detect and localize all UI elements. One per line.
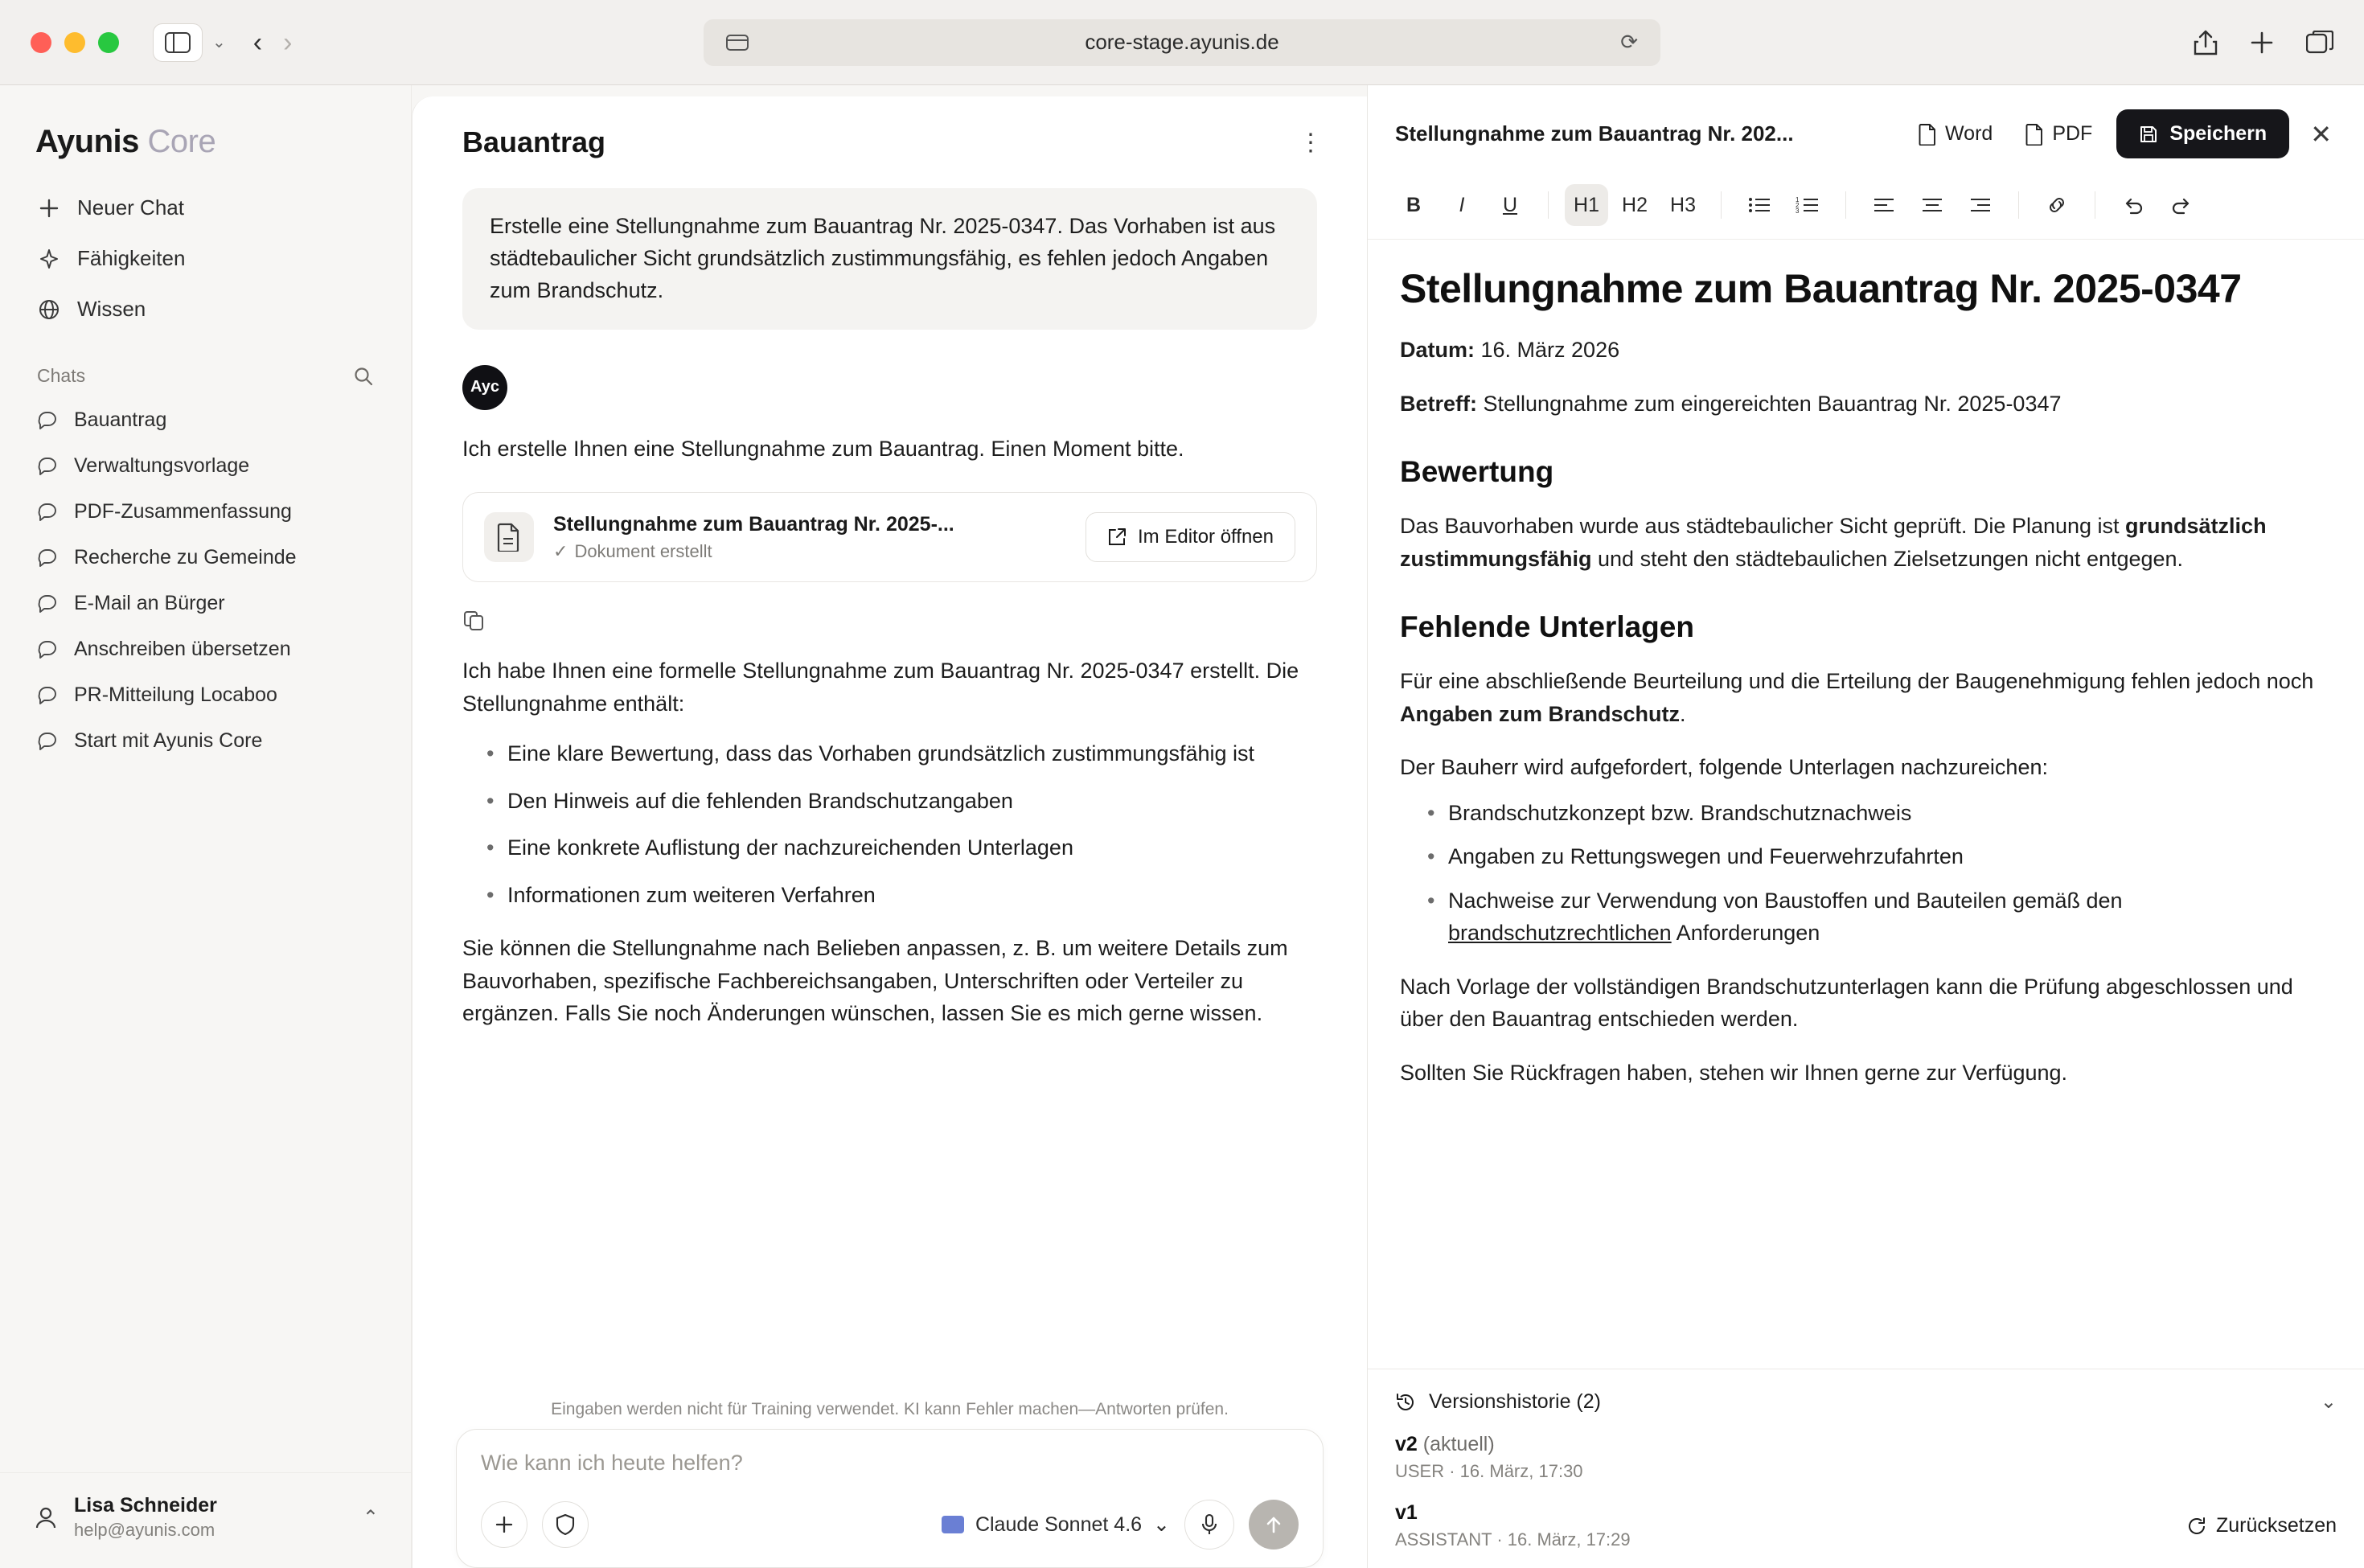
chat-bubble-icon	[37, 639, 58, 660]
ai-disclaimer: Eingaben werden nicht für Training verwendet. KI kann Fehler machen—Antworten prüfen.	[551, 1400, 1229, 1418]
model-selector[interactable]	[942, 1513, 1170, 1537]
message-composer[interactable]	[456, 1429, 1324, 1568]
plus-icon	[37, 197, 61, 220]
document-card[interactable]	[462, 492, 1317, 582]
sidebar-item-label: Fähigkeiten	[77, 246, 186, 270]
close-icon[interactable]: ✕	[2310, 119, 2332, 149]
bullet-list-button[interactable]	[1738, 184, 1781, 226]
chevron-down-icon[interactable]: ⌄	[212, 34, 226, 51]
assistant-outro-text: Sie können die Stellungnahme nach Belieben anpassen, z. B. um weitere Details zum Bauvorhaben, spezifische Fachbereichsangaben, Unterschriften oder Verteiler zu ergänzen. Falls Sie noch Änderungen wünschen, lassen Sie es mich gerne wissen.	[462, 936, 1288, 1026]
bold-label: B	[1406, 193, 1422, 216]
app-body	[0, 85, 2364, 1568]
reload-icon[interactable]: ⟳	[1620, 30, 1638, 54]
new-tab-icon[interactable]	[2250, 31, 2274, 55]
text-part-a: Nachweise zur Verwendung von Baustoffen und Bauteilen gemäß den	[1448, 888, 2123, 913]
browser-chrome	[0, 0, 2364, 85]
document-bullet-list	[1400, 797, 2332, 950]
chat-item-label: Verwaltungsvorlage	[74, 454, 250, 477]
document-heading: Stellungnahme zum Bauantrag Nr. 2025-0347	[1400, 266, 2242, 311]
chat-bubble-icon	[37, 731, 58, 752]
reset-icon	[2187, 1517, 2206, 1536]
chat-bubble-icon	[37, 593, 58, 614]
external-link-icon	[1107, 527, 1127, 547]
list-item[interactable]	[21, 719, 390, 763]
toolbar-divider	[2018, 191, 2019, 219]
chats-section-header	[0, 333, 411, 398]
assistant-bullet-list	[462, 737, 1317, 911]
close-window-button[interactable]	[31, 32, 51, 53]
search-icon[interactable]	[353, 366, 374, 387]
list-item: • Eine klare Bewertung, dass das Vorhaben grundsätzlich zustimmungsfähig ist	[475, 737, 1295, 770]
user-name: Lisa Schneider	[74, 1494, 217, 1517]
document-section-bewertung-paragraph	[1400, 510, 2332, 575]
restore-version-label: Zurücksetzen	[2215, 1514, 2337, 1537]
document-date-value: 16. März 2026	[1475, 338, 1620, 362]
chat-panel	[412, 96, 1367, 1568]
reader-view-icon[interactable]	[726, 33, 749, 52]
url-text: core-stage.ayunis.de	[1085, 30, 1279, 54]
chat-messages	[412, 174, 1367, 1387]
share-icon[interactable]	[2194, 30, 2218, 55]
model-name: Claude Sonnet 4.6	[975, 1513, 1143, 1536]
globe-icon	[37, 298, 61, 321]
chat-input[interactable]: Wie kann ich heute helfen?	[481, 1451, 743, 1475]
forward-button[interactable]: ›	[283, 27, 293, 58]
chat-bubble-icon	[37, 548, 58, 569]
send-button[interactable]	[1249, 1500, 1299, 1550]
text-part-c: Anforderungen	[1671, 921, 1820, 945]
chat-item-label: PDF-Zusammenfassung	[74, 500, 292, 523]
italic-label: I	[1459, 193, 1465, 216]
assistant-body-intro: Ich habe Ihnen eine formelle Stellungnahme zum Bauantrag Nr. 2025-0347 erstellt. Die Stellungnahme enthält:	[462, 659, 1299, 716]
link-button[interactable]	[2035, 184, 2079, 226]
open-in-editor-label: Im Editor öffnen	[1138, 526, 1274, 548]
version-item-v2[interactable]	[1395, 1433, 2337, 1482]
shield-icon[interactable]	[542, 1501, 589, 1548]
sidebar-nav	[0, 184, 411, 333]
export-word-button[interactable]	[1910, 116, 2001, 152]
navigation-arrows[interactable]	[253, 29, 293, 56]
check-icon: ✓	[553, 540, 568, 561]
list-item: • Eine konkrete Auflistung der nachzureichenden Unterlagen	[475, 831, 1295, 864]
heading-2-label: H2	[1622, 193, 1648, 216]
chat-bubble-icon	[37, 410, 58, 431]
sidebar-item-label: Neuer Chat	[77, 195, 184, 220]
chat-item-label: Start mit Ayunis Core	[74, 729, 263, 752]
user-message: Erstelle eine Stellungnahme zum Bauantrag Nr. 2025-0347. Das Vorhaben ist aus städtebaulicher Sicht grundsätzlich zustimmungsfähig, es fehlen jedoch Angaben zum Brandschutz.	[462, 188, 1317, 330]
document-card-meta	[553, 513, 1066, 562]
version-name: v2	[1395, 1433, 1418, 1455]
redo-button[interactable]	[2160, 184, 2203, 226]
kebab-menu-icon[interactable]: ⋮	[1299, 129, 1324, 156]
toolbar-divider	[1721, 191, 1722, 219]
align-center-button[interactable]	[1910, 184, 1954, 226]
italic-button[interactable]	[1440, 184, 1484, 226]
editor-toolbar	[1368, 176, 2364, 240]
list-item[interactable]	[21, 490, 390, 534]
export-pdf-button[interactable]	[2017, 116, 2100, 152]
chats-label: Chats	[37, 365, 86, 386]
composer-actions	[481, 1500, 1299, 1550]
text-part-a: Für eine abschließende Beurteilung und die Erteilung der Baugenehmigung fehlen jedoch noch	[1400, 669, 2314, 693]
version-current-tag: (aktuell)	[1417, 1433, 1495, 1455]
chat-bubble-icon	[37, 685, 58, 706]
document-closing-paragraph-1: Nach Vorlage der vollständigen Brandschutzunterlagen kann die Prüfung abgeschlossen und über den Bauantrag entschieden werden.	[1400, 974, 2293, 1031]
chat-list	[0, 398, 411, 763]
chat-item-label: E-Mail an Bürger	[74, 592, 225, 614]
document-section-heading-bewertung: Bewertung	[1400, 455, 1554, 488]
chevron-down-icon: ⌄	[1153, 1513, 1170, 1536]
address-bar[interactable]	[704, 19, 1660, 66]
text-part-b: brandschutzrechtlichen	[1448, 921, 1672, 945]
document-icon	[484, 512, 534, 562]
maximize-window-button[interactable]	[98, 32, 119, 53]
numbered-list-button[interactable]	[1786, 184, 1829, 226]
document-card-title: Stellungnahme zum Bauantrag Nr. 2025-...	[553, 512, 954, 536]
tabs-icon[interactable]	[2306, 31, 2333, 55]
save-button[interactable]	[2116, 109, 2289, 158]
list-item[interactable]	[21, 581, 390, 626]
text-part-a: Das Bauvorhaben wurde aus städtebaulicher Sicht geprüft. Die Planung ist	[1400, 514, 2126, 538]
chat-item-label: Anschreiben übersetzen	[74, 638, 291, 660]
svg-text:3: 3	[1796, 207, 1800, 215]
align-left-button[interactable]	[1862, 184, 1906, 226]
model-icon	[942, 1516, 964, 1533]
chevron-up-icon[interactable]: ⌃	[362, 1506, 379, 1529]
svg-text:2: 2	[1796, 202, 1800, 209]
chat-item-label: Recherche zu Gemeinde	[74, 546, 297, 569]
document-section-heading-unterlagen: Fehlende Unterlagen	[1400, 610, 1694, 643]
page-title: Bauantrag	[462, 125, 606, 158]
user-account-row[interactable]	[0, 1472, 411, 1568]
underline-button[interactable]	[1488, 184, 1532, 226]
save-label: Speichern	[2169, 122, 2268, 145]
bold-button[interactable]	[1392, 184, 1435, 226]
version-meta: USER · 16. März, 17:30	[1395, 1461, 1583, 1481]
list-item[interactable]	[21, 398, 390, 442]
restore-version-button[interactable]	[2187, 1514, 2337, 1537]
editor-document-title: Stellungnahme zum Bauantrag Nr. 202...	[1395, 121, 1794, 146]
version-meta: ASSISTANT · 16. März, 17:29	[1395, 1529, 1631, 1550]
document-subject-label: Betreff:	[1400, 391, 1478, 416]
chrome-right-actions[interactable]	[2194, 30, 2333, 55]
document-card-status-label: Dokument erstellt	[574, 540, 712, 561]
heading-3-button[interactable]	[1661, 184, 1705, 226]
list-item: • Informationen zum weiteren Verfahren	[475, 879, 1295, 912]
undo-button[interactable]	[2112, 184, 2155, 226]
assistant-avatar: Ayc	[462, 365, 507, 410]
chat-header	[412, 96, 1367, 174]
save-icon	[2139, 125, 2158, 144]
brand-primary: Ayunis	[35, 124, 139, 159]
document-editor-panel	[1367, 85, 2364, 1568]
document-closing-paragraph-2: Sollten Sie Rückfragen haben, stehen wir Ihnen gerne zur Verfügung.	[1400, 1060, 2068, 1085]
sidebar-toggle-group[interactable]	[153, 23, 226, 62]
text-part-c: und steht den städtebaulichen Zielsetzungen nicht entgegen.	[1591, 546, 2184, 571]
list-item: • Angaben zu Rettungswegen und Feuerwehrzufahrten	[1414, 840, 2332, 873]
chat-bubble-icon	[37, 502, 58, 523]
brand-secondary: Core	[147, 124, 216, 159]
chat-item-label: Bauantrag	[74, 408, 167, 431]
version-history-label: Versionshistorie (2)	[1429, 1390, 1601, 1413]
microphone-button[interactable]	[1184, 1500, 1234, 1550]
list-item[interactable]	[21, 673, 390, 717]
chat-bubble-icon	[37, 456, 58, 477]
text-part-b: Angaben zum Brandschutz	[1400, 701, 1681, 726]
version-label	[1395, 1501, 1631, 1525]
svg-text:1: 1	[1796, 196, 1800, 203]
version-history-header[interactable]	[1395, 1390, 2337, 1414]
app-logo[interactable]	[0, 85, 411, 184]
window-controls[interactable]	[31, 32, 119, 53]
version-name: v1	[1395, 1501, 1418, 1524]
list-item[interactable]	[21, 536, 390, 580]
version-label	[1395, 1433, 1583, 1456]
document-date-line	[1400, 334, 2332, 367]
sidebar-icon[interactable]	[153, 23, 203, 62]
toolbar-divider	[1548, 191, 1549, 219]
text-part-c: .	[1680, 701, 1686, 726]
align-right-button[interactable]	[1959, 184, 2002, 226]
copy-icon[interactable]	[462, 610, 1317, 632]
export-word-label: Word	[1945, 122, 1993, 145]
user-email: help@ayunis.com	[74, 1520, 215, 1540]
document-date-label: Datum:	[1400, 338, 1475, 362]
list-item[interactable]	[21, 444, 390, 488]
chevron-down-icon[interactable]: ⌄	[2320, 1391, 2337, 1413]
sparkle-icon	[37, 248, 61, 270]
version-item-v1[interactable]	[1395, 1501, 2337, 1550]
document-icon	[2025, 123, 2044, 146]
list-item: • Den Hinweis auf die fehlenden Brandschutzangaben	[475, 785, 1295, 818]
document-section-unterlagen-paragraph	[1400, 665, 2332, 730]
document-subject-line	[1400, 388, 2332, 421]
list-item: • Brandschutzkonzept bzw. Brandschutznachweis	[1414, 797, 2332, 830]
app-sidebar	[0, 85, 412, 1568]
heading-2-button[interactable]	[1613, 184, 1656, 226]
sidebar-item-wissen[interactable]	[21, 285, 390, 333]
document-section-unterlagen-intro: Der Bauherr wird aufgefordert, folgende Unterlagen nachzureichen:	[1400, 755, 2048, 779]
document-card-status	[553, 541, 1066, 562]
text-part-b: grundsätzlich zustimmungsfähig	[1400, 514, 2267, 571]
avatar	[32, 1504, 60, 1531]
sidebar-item-faehigkeiten[interactable]	[21, 235, 390, 282]
version-history-panel	[1368, 1369, 2364, 1568]
minimize-window-button[interactable]	[64, 32, 85, 53]
history-icon	[1395, 1392, 1416, 1413]
editor-document-body[interactable]	[1368, 240, 2364, 1369]
heading-1-label: H1	[1574, 193, 1599, 216]
list-item	[1414, 885, 2332, 950]
document-icon	[1918, 123, 1937, 146]
sidebar-item-new-chat[interactable]	[21, 184, 390, 232]
open-in-editor-button[interactable]	[1086, 512, 1295, 562]
back-button[interactable]: ‹	[252, 27, 263, 58]
list-item[interactable]	[21, 627, 390, 671]
heading-1-button[interactable]	[1565, 184, 1608, 226]
chat-item-label: PR-Mitteilung Locaboo	[74, 683, 277, 706]
document-subject-value: Stellungnahme zum eingereichten Bauantrag Nr. 2025-0347	[1477, 391, 2062, 416]
sidebar-item-label: Wissen	[77, 297, 146, 321]
underline-label: U	[1502, 193, 1518, 216]
editor-header	[1368, 85, 2364, 176]
toolbar-divider	[1845, 191, 1846, 219]
attach-button[interactable]	[481, 1501, 527, 1548]
export-pdf-label: PDF	[2052, 122, 2093, 145]
assistant-intro-text: Ich erstelle Ihnen eine Stellungnahme zum Bauantrag. Einen Moment bitte.	[462, 436, 1184, 461]
heading-3-label: H3	[1670, 193, 1696, 216]
